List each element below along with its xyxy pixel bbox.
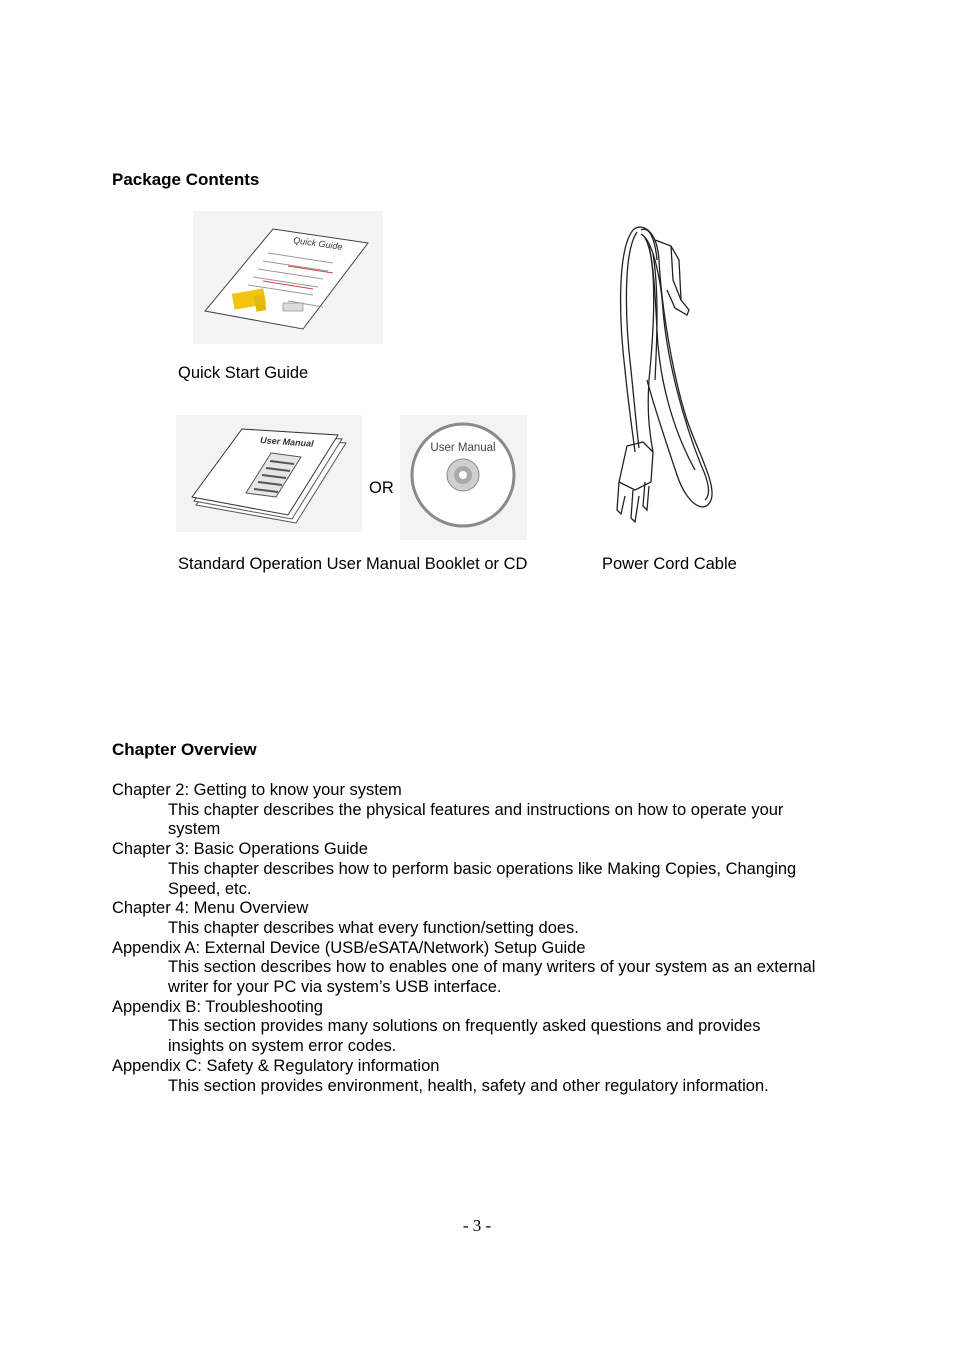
user-manual-cd-image <box>400 415 527 540</box>
chapter-desc-line: Speed, etc. <box>168 879 252 898</box>
chapter-desc-line: This chapter describes how to perform basic operations like Making Copies, Changing <box>168 859 797 878</box>
chapter-desc-line: This section provides environment, health, safety and other regulatory information. <box>168 1076 769 1095</box>
or-text: OR <box>369 479 394 497</box>
package-contents-heading: Package Contents <box>112 170 260 189</box>
chapter-desc-line: This chapter describes the physical features and instructions on how to operate your <box>168 800 784 819</box>
chapter-item <box>112 1057 852 1096</box>
chapter-title: Chapter 4: Menu Overview <box>112 899 309 918</box>
chapter-desc-line: This chapter describes what every function/setting does. <box>168 918 579 937</box>
quick-start-guide-caption: Quick Start Guide <box>178 364 309 382</box>
chapter-item <box>112 899 852 938</box>
chapter-title: Chapter 2: Getting to know your system <box>112 781 402 799</box>
quick-guide-image-label: Quick Guide <box>292 235 344 252</box>
chapter-desc-line: insights on system error codes. <box>168 1037 397 1056</box>
power-cord-caption: Power Cord Cable <box>602 555 737 573</box>
manual-caption: Standard Operation User Manual Booklet or CD <box>178 555 528 573</box>
chapter-overview-heading: Chapter Overview <box>112 740 257 759</box>
cd-image-label: User Manual <box>430 442 496 454</box>
chapter-item <box>112 781 852 840</box>
chapter-title: Appendix B: Troubleshooting <box>112 997 323 1016</box>
page-number: - 3 - <box>462 1216 492 1235</box>
chapter-item <box>112 998 852 1057</box>
chapter-desc-line: This section provides many solutions on frequently asked questions and provides <box>168 1017 761 1036</box>
booklet-image-label: User Manual <box>259 435 314 449</box>
chapter-desc-line: system <box>168 820 221 839</box>
quick-start-guide-image <box>193 211 383 344</box>
chapter-item <box>112 939 852 998</box>
chapter-title: Appendix C: Safety & Regulatory information <box>112 1056 440 1075</box>
chapter-item <box>112 840 852 899</box>
chapter-title: Chapter 3: Basic Operations Guide <box>112 840 368 859</box>
chapter-title: Appendix A: External Device (USB/eSATA/Network) Setup Guide <box>112 938 586 957</box>
user-manual-booklet-image <box>176 415 362 532</box>
chapter-desc-line: This section describes how to enables one of many writers of your system as an external <box>168 958 816 977</box>
power-cord-image <box>597 220 727 540</box>
chapter-desc-line: writer for your PC via system’s USB interface. <box>168 978 502 997</box>
chapter-list <box>112 781 852 1096</box>
